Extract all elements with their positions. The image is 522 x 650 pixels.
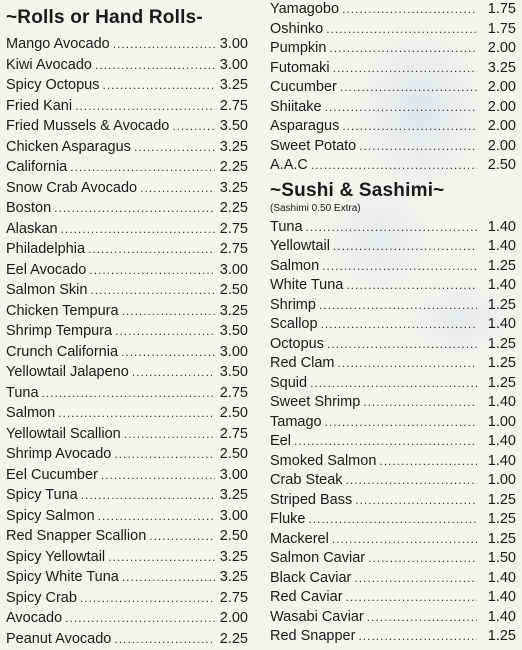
menu-item <box>270 510 516 530</box>
menu-item-price: 1.40 <box>487 608 516 625</box>
menu-item-price: 2.50 <box>487 157 516 173</box>
menu-item-price: 1.40 <box>487 394 516 410</box>
menu-item-price: 3.25 <box>487 59 516 76</box>
dot-leader <box>322 257 477 277</box>
menu-item <box>6 403 248 424</box>
dot-leader <box>88 239 215 260</box>
menu-item <box>270 218 516 238</box>
dot-leader <box>124 424 215 445</box>
menu-item-name: Avocado <box>6 610 63 626</box>
dot-leader <box>132 362 215 383</box>
menu-item <box>6 588 248 609</box>
dot-leader <box>325 98 477 118</box>
dot-leader <box>354 569 477 589</box>
dot-leader <box>346 276 477 296</box>
menu-item-name: Eel Cucumber <box>6 466 98 483</box>
menu-column-left <box>6 0 248 649</box>
menu-item <box>270 627 516 647</box>
menu-item <box>6 424 248 445</box>
menu-item-price: 3.25 <box>219 487 248 503</box>
dot-leader <box>90 280 215 301</box>
dot-leader <box>346 588 477 608</box>
menu-item <box>6 608 248 629</box>
menu-item <box>270 432 516 452</box>
menu-item-name: Red Clam <box>270 355 335 371</box>
menu-item <box>270 59 516 79</box>
dot-leader <box>172 116 215 137</box>
menu-item <box>270 549 516 569</box>
dot-leader <box>367 608 477 628</box>
dot-leader <box>108 547 215 568</box>
menu-item <box>270 491 516 511</box>
menu-item-price: 2.75 <box>219 589 248 606</box>
menu-item-name: Shrimp Tempura <box>6 323 113 339</box>
menu-item <box>6 280 248 301</box>
dot-leader <box>134 137 215 158</box>
menu-item-name: Salmon <box>6 405 56 421</box>
menu-item <box>270 530 516 550</box>
menu-item-price: 2.25 <box>219 200 248 216</box>
dot-leader <box>89 260 215 281</box>
menu-item <box>6 465 248 486</box>
menu-item-name: Fluke <box>270 511 306 527</box>
menu-item-price: 2.00 <box>487 118 516 134</box>
dot-leader <box>306 218 477 238</box>
menu-item <box>6 260 248 281</box>
menu-item <box>6 157 248 178</box>
dot-leader <box>58 403 215 424</box>
menu-item-name: Striped Bass <box>270 491 353 508</box>
menu-item-name: Yellowtail <box>270 238 330 254</box>
menu-item-price: 3.00 <box>219 56 248 73</box>
menu-item-name: Asparagus <box>270 118 340 134</box>
menu-item-price: 2.00 <box>487 79 516 95</box>
menu-item <box>270 588 516 608</box>
menu-item <box>270 276 516 296</box>
menu-item <box>270 0 516 20</box>
menu-item-price: 1.00 <box>487 413 516 430</box>
menu-item-name: Yamagobo <box>270 1 340 17</box>
dot-leader <box>363 393 477 413</box>
menu-item <box>270 354 516 374</box>
menu-item <box>270 257 516 277</box>
menu-item <box>270 296 516 316</box>
menu-item <box>6 34 248 55</box>
menu-item <box>6 629 248 650</box>
menu-item-name: Spicy White Tuna <box>6 569 119 585</box>
dot-leader <box>355 491 477 511</box>
menu-item-name: A.A.C <box>270 157 308 173</box>
dot-leader <box>80 588 215 609</box>
menu-item-price: 2.00 <box>219 610 248 626</box>
dot-leader <box>98 506 215 527</box>
menu-item-price: 3.00 <box>219 36 248 52</box>
menu-item-name: Mango Avocado <box>6 36 110 52</box>
menu-item-price: 2.00 <box>487 40 516 56</box>
menu-item-price: 3.00 <box>219 343 248 360</box>
dot-leader <box>321 315 477 335</box>
menu-item-name: Squid <box>270 374 308 391</box>
menu-item <box>270 237 516 257</box>
rolls-continued-list <box>270 0 516 176</box>
menu-item <box>6 321 248 342</box>
menu-item-name: Smoked Salmon <box>270 452 377 469</box>
menu-item-price: 1.75 <box>487 1 516 17</box>
dot-leader <box>358 627 477 647</box>
dot-leader <box>114 444 215 465</box>
dot-leader <box>103 75 216 96</box>
menu-item-price: 1.25 <box>487 530 516 547</box>
menu-item-name: Peanut Avocado <box>6 630 112 647</box>
dot-leader <box>121 342 215 363</box>
menu-item-price: 3.25 <box>219 77 248 93</box>
rolls-list <box>6 34 248 649</box>
dot-leader <box>379 452 477 472</box>
menu-item-name: Sweet Shrimp <box>270 394 361 410</box>
dot-leader <box>359 137 477 157</box>
menu-item-name: Mackerel <box>270 530 329 547</box>
menu-item-name: Yellowtail Jalapeno <box>6 364 129 380</box>
menu-item-name: Tuna <box>6 384 39 401</box>
menu-item-price: 1.25 <box>487 628 516 644</box>
menu-item <box>270 569 516 589</box>
menu-item-price: 3.50 <box>219 323 248 339</box>
menu-item <box>270 374 516 394</box>
menu-item-price: 2.75 <box>219 425 248 442</box>
menu-item-name: Spicy Tuna <box>6 487 78 503</box>
menu-item-name: Spicy Octopus <box>6 77 100 93</box>
sashimi-note: (Sashimi 0.50 Extra) <box>270 202 361 214</box>
menu-item-name: Red Caviar <box>270 589 343 605</box>
menu-item-price: 3.50 <box>219 364 248 380</box>
menu-item-name: Wasabi Caviar <box>270 608 364 625</box>
dot-leader <box>149 526 215 547</box>
menu-item-price: 1.25 <box>487 491 516 508</box>
menu-item-price: 2.25 <box>219 630 248 647</box>
dot-leader <box>342 0 477 20</box>
menu-item <box>6 96 248 117</box>
menu-item <box>6 526 248 547</box>
menu-item <box>270 156 516 176</box>
menu-item-name: Philadelphia <box>6 241 86 257</box>
menu-item-price: 3.25 <box>219 179 248 196</box>
menu-item-name: Cucumber <box>270 79 337 95</box>
dot-leader <box>75 96 215 117</box>
menu-item-price: 2.75 <box>219 220 248 237</box>
menu-item-name: Spicy Crab <box>6 589 77 606</box>
dot-leader <box>332 530 477 550</box>
menu-item <box>270 39 516 59</box>
menu-item-name: Shrimp Avocado <box>6 446 112 462</box>
menu-item-name: Sweet Potato <box>270 137 357 154</box>
menu-item <box>270 137 516 157</box>
menu-item-name: Shiitake <box>270 98 322 115</box>
menu-item-price: 2.00 <box>487 98 516 115</box>
menu-item-name: Fried Mussels & Avocado <box>6 118 170 134</box>
menu-item <box>270 471 516 491</box>
menu-item-price: 3.25 <box>219 138 248 155</box>
menu-item-price: 2.25 <box>219 159 248 175</box>
menu-item-price: 1.25 <box>487 335 516 352</box>
menu-item-name: Fried Kani <box>6 97 73 114</box>
menu-item-name: Eel <box>270 433 291 449</box>
menu-item <box>270 20 516 40</box>
menu-item-price: 3.00 <box>219 507 248 524</box>
dot-leader <box>319 296 477 316</box>
menu-item <box>270 413 516 433</box>
dot-leader <box>54 198 215 219</box>
menu-item-price: 2.75 <box>219 241 248 257</box>
menu-item-price: 1.50 <box>487 550 516 566</box>
menu-item-price: 1.40 <box>487 433 516 449</box>
menu-item-price: 3.25 <box>219 569 248 585</box>
menu-item-price: 1.40 <box>487 316 516 332</box>
dot-leader <box>325 413 477 433</box>
menu-item <box>6 547 248 568</box>
menu-item-name: California <box>6 159 68 175</box>
sashimi-section-title: ~Sushi & Sashimi~ <box>270 179 445 201</box>
menu-item-name: Salmon <box>270 257 320 274</box>
menu-item-name: Oshinko <box>270 20 324 37</box>
menu-item-price: 3.25 <box>219 548 248 565</box>
menu-item-name: Eel Avocado <box>6 261 87 278</box>
menu-item-name: Spicy Salmon <box>6 507 95 524</box>
sashimi-list <box>270 218 516 647</box>
menu-item-price: 2.00 <box>487 137 516 154</box>
dot-leader <box>101 465 215 486</box>
menu-item <box>6 383 248 404</box>
dot-leader <box>140 178 215 199</box>
dot-leader <box>61 219 215 240</box>
menu-item-name: Boston <box>6 200 52 216</box>
dot-leader <box>113 34 215 55</box>
menu-item-name: Spicy Yellowtail <box>6 548 106 565</box>
menu-item-price: 1.25 <box>487 374 516 391</box>
menu-item <box>270 98 516 118</box>
menu-item-price: 1.00 <box>487 472 516 488</box>
menu-item <box>6 116 248 137</box>
dot-leader <box>333 237 477 257</box>
dot-leader <box>70 157 215 178</box>
menu-item-price: 3.00 <box>219 466 248 483</box>
dot-leader <box>346 471 477 491</box>
menu-item-name: Red Snapper Scallion <box>6 528 147 544</box>
dot-leader <box>329 39 477 59</box>
dot-leader <box>310 374 477 394</box>
menu-item-price: 2.50 <box>219 446 248 462</box>
menu-item-price: 1.40 <box>487 238 516 254</box>
menu-item-name: Futomaki <box>270 59 330 76</box>
menu-item <box>6 239 248 260</box>
dot-leader <box>368 549 477 569</box>
menu-item-price: 2.50 <box>219 405 248 421</box>
menu-item <box>6 198 248 219</box>
menu-item-price: 2.50 <box>219 528 248 544</box>
menu-item-name: Salmon Caviar <box>270 550 366 566</box>
menu-item <box>6 362 248 383</box>
menu-item <box>6 178 248 199</box>
dot-leader <box>337 354 477 374</box>
dot-leader <box>122 301 215 322</box>
menu-item-price: 1.25 <box>487 511 516 527</box>
dot-leader <box>340 78 477 98</box>
menu-item <box>6 137 248 158</box>
menu-item-name: Yellowtail Scallion <box>6 425 121 442</box>
menu-item-price: 1.40 <box>487 277 516 293</box>
dot-leader <box>308 510 477 530</box>
menu-item <box>270 608 516 628</box>
menu-item <box>6 567 248 588</box>
menu-item <box>6 444 248 465</box>
dot-leader <box>326 20 477 40</box>
menu-item-price: 2.50 <box>219 282 248 298</box>
menu-item <box>6 485 248 506</box>
menu-item <box>6 506 248 527</box>
menu-item-name: White Tuna <box>270 277 344 293</box>
dot-leader <box>114 629 215 650</box>
menu-item-price: 1.25 <box>487 257 516 274</box>
menu-item-name: Snow Crab Avocado <box>6 179 138 196</box>
menu-column-right <box>270 0 516 647</box>
dot-leader <box>333 59 477 79</box>
menu-item-name: Chicken Asparagus <box>6 138 131 155</box>
dot-leader <box>65 608 215 629</box>
menu-item <box>270 335 516 355</box>
menu-item-name: Red Snapper <box>270 628 356 644</box>
menu-item-name: Tuna <box>270 218 303 235</box>
menu-item <box>270 117 516 137</box>
dot-leader <box>81 485 215 506</box>
menu-item-price: 1.40 <box>487 452 516 469</box>
dot-leader <box>122 567 215 588</box>
menu-item <box>6 219 248 240</box>
menu-item-name: Shrimp <box>270 296 316 313</box>
menu-item-name: Scallop <box>270 316 318 332</box>
rolls-section-title: ~Rolls or Hand Rolls- <box>6 7 203 28</box>
dot-leader <box>115 321 215 342</box>
menu-item-name: Black Caviar <box>270 569 352 586</box>
menu-item-price: 2.75 <box>219 384 248 401</box>
menu-item-name: Salmon Skin <box>6 282 88 298</box>
menu-item <box>6 75 248 96</box>
menu-item-name: Tamago <box>270 413 322 430</box>
menu-item-name: Octopus <box>270 335 324 352</box>
menu-item <box>270 452 516 472</box>
menu-item-name: Pumpkin <box>270 40 327 56</box>
menu-item-price: 2.75 <box>219 97 248 114</box>
menu-item-price: 1.75 <box>487 20 516 37</box>
dot-leader <box>311 156 477 176</box>
menu-item-price: 1.25 <box>487 355 516 371</box>
menu-item-price: 3.25 <box>219 302 248 319</box>
menu-item-name: Alaskan <box>6 220 58 237</box>
menu-item-price: 1.40 <box>487 218 516 235</box>
dot-leader <box>327 335 477 355</box>
menu-item <box>270 393 516 413</box>
menu-item-price: 1.40 <box>487 569 516 586</box>
menu-item-name: Crab Steak <box>270 472 343 488</box>
menu-item <box>6 55 248 76</box>
menu-item-name: Crunch California <box>6 343 119 360</box>
dot-leader <box>42 383 215 404</box>
menu-item-name: Kiwi Avocado <box>6 56 92 73</box>
menu-item-price: 1.25 <box>487 296 516 313</box>
dot-leader <box>95 55 215 76</box>
menu-item-price: 3.50 <box>219 118 248 134</box>
menu-item <box>270 315 516 335</box>
menu-item <box>6 342 248 363</box>
menu-item-price: 1.40 <box>487 589 516 605</box>
menu-item <box>270 78 516 98</box>
menu-item-name: Chicken Tempura <box>6 302 119 319</box>
menu-item-price: 3.00 <box>219 261 248 278</box>
dot-leader <box>342 117 477 137</box>
menu-item <box>6 301 248 322</box>
dot-leader <box>294 432 477 452</box>
